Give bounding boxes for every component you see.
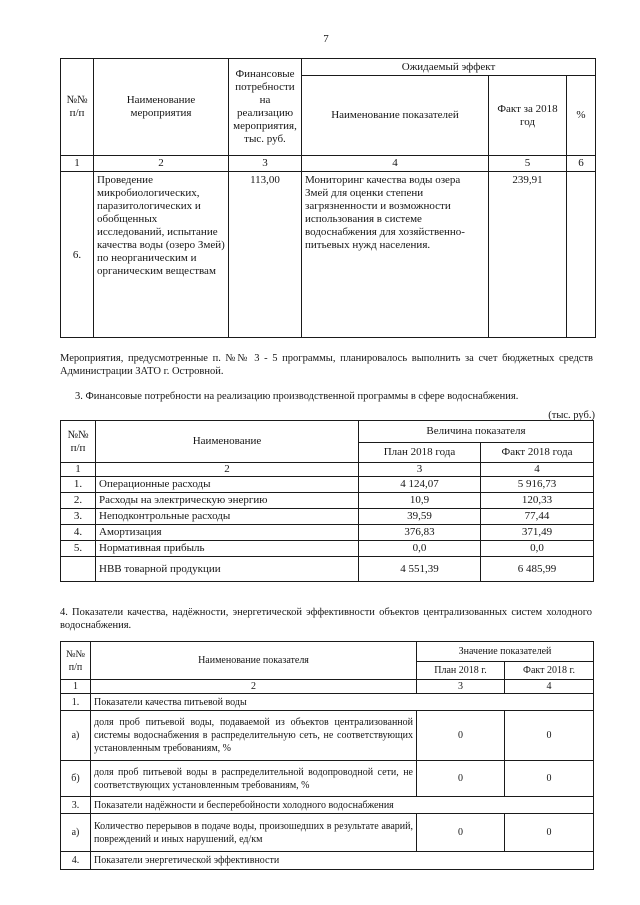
t2-header-value: Величина показателя xyxy=(359,421,594,443)
note-paragraph: Мероприятия, предусмотренные п. №№ 3 - 5 программы, планировалось выполнить за счет бюджетных средств Администрации ЗАТО г. Островной. xyxy=(60,353,593,377)
t1-colnum: 5 xyxy=(489,156,567,172)
t1-row-percent xyxy=(567,172,596,338)
t2-row-num: 5. xyxy=(61,541,96,557)
t2-colnum: 1 xyxy=(61,463,96,477)
finance-table xyxy=(60,420,594,582)
t2-row-plan: 39,59 xyxy=(359,509,481,525)
t2-colnum: 4 xyxy=(481,463,594,477)
t3-row-name: Показатели энергетической эффективности xyxy=(91,852,594,870)
t2-row-plan: 10,9 xyxy=(359,493,481,509)
t3-header-num: №№ п/п xyxy=(61,642,91,680)
table-row xyxy=(61,761,594,797)
t3-row-fact: 0 xyxy=(505,711,594,761)
t3-colnum: 4 xyxy=(505,680,594,694)
t3-row-name: Показатели надёжности и бесперебойности холодного водоснабжения xyxy=(91,797,594,814)
t2-header-plan: План 2018 года xyxy=(359,443,481,463)
t1-header-num: №№ п/п xyxy=(61,59,94,156)
table-row xyxy=(61,711,594,761)
t3-row-name: Количество перерывов в подаче воды, произошедших в результате аварий, повреждений и иных нарушений, ед/км xyxy=(91,814,417,852)
t3-row-plan: 0 xyxy=(417,761,505,797)
t2-colnum: 3 xyxy=(359,463,481,477)
t1-header-finance: Финансовые потребности на реализацию мероприятия, тыс. руб. xyxy=(229,59,302,156)
t3-row-num: а) xyxy=(61,814,91,852)
t2-header-num: №№ п/п xyxy=(61,421,96,463)
t1-colnum: 3 xyxy=(229,156,302,172)
activities-table xyxy=(60,58,596,338)
t3-row-fact: 0 xyxy=(505,814,594,852)
t3-row-name: доля проб питьевой воды в распределительной водопроводной сети, не соответствующих установленным требованиям, % xyxy=(91,761,417,797)
table-row xyxy=(61,509,594,525)
t2-row-fact: 120,33 xyxy=(481,493,594,509)
t1-header-effect: Ожидаемый эффект xyxy=(302,59,596,76)
t2-row-name: Нормативная прибыль xyxy=(96,541,359,557)
t1-row-name: Проведение микробиологических, паразитологических и обобщенных исследований, испытание качества воды (озеро Змей) по неорганическим и органическим веществам xyxy=(94,172,229,338)
t2-colnum: 2 xyxy=(96,463,359,477)
table-row xyxy=(61,852,594,870)
t3-row-num: а) xyxy=(61,711,91,761)
t2-row-name: Расходы на электрическую энергию xyxy=(96,493,359,509)
t3-row-num: 3. xyxy=(61,797,91,814)
t2-row-name: НВВ товарной продукции xyxy=(96,557,359,582)
t3-row-num: 4. xyxy=(61,852,91,870)
t3-row-num: б) xyxy=(61,761,91,797)
page-number: 7 xyxy=(323,33,329,45)
t3-row-fact: 0 xyxy=(505,761,594,797)
t2-row-plan: 4 124,07 xyxy=(359,477,481,493)
t2-header-fact: Факт 2018 года xyxy=(481,443,594,463)
t1-colnum: 6 xyxy=(567,156,596,172)
t2-row-num xyxy=(61,557,96,582)
t2-row-num: 1. xyxy=(61,477,96,493)
table-row xyxy=(61,557,594,582)
section4-heading: 4. Показатели качества, надёжности, энергетической эффективности объектов централизованных систем холодного водоснабжения. xyxy=(60,607,592,631)
t1-row-fact: 239,91 xyxy=(489,172,567,338)
t1-colnum: 4 xyxy=(302,156,489,172)
t3-row-name: доля проб питьевой воды, подаваемой из объектов централизованной системы водоснабжения в распределительную сеть, не соответствующих установленным требованиям, % xyxy=(91,711,417,761)
section3-unit: (тыс. руб.) xyxy=(548,410,595,421)
t3-header-plan: План 2018 г. xyxy=(417,662,505,680)
t2-row-num: 4. xyxy=(61,525,96,541)
table-row xyxy=(61,525,594,541)
indicators-table xyxy=(60,641,594,870)
t2-row-name: Операционные расходы xyxy=(96,477,359,493)
t3-colnum: 3 xyxy=(417,680,505,694)
t3-row-name: Показатели качества питьевой воды xyxy=(91,694,594,711)
t1-row-num: 6. xyxy=(61,172,94,338)
t1-colnum: 2 xyxy=(94,156,229,172)
table-row xyxy=(61,477,594,493)
t3-row-plan: 0 xyxy=(417,814,505,852)
t1-row-finance: 113,00 xyxy=(229,172,302,338)
t3-row-plan: 0 xyxy=(417,711,505,761)
table-row xyxy=(61,797,594,814)
t2-row-fact: 77,44 xyxy=(481,509,594,525)
t1-row-indicator: Мониторинг качества воды озера Змей для оценки степени загрязненности и возможности использования в системе водоснабжения для хозяйственно-питьевых нужд населения. xyxy=(302,172,489,338)
t1-header-indicator: Наименование показателей xyxy=(302,76,489,156)
t1-header-fact: Факт за 2018 год xyxy=(489,76,567,156)
section3-heading: 3. Финансовые потребности на реализацию производственной программы в сфере водоснабжения. xyxy=(75,391,519,402)
t2-row-fact: 5 916,73 xyxy=(481,477,594,493)
table-row xyxy=(61,694,594,711)
table-row xyxy=(61,493,594,509)
t1-header-percent: % xyxy=(567,76,596,156)
t2-row-fact: 371,49 xyxy=(481,525,594,541)
t2-row-name: Неподконтрольные расходы xyxy=(96,509,359,525)
t2-row-plan: 376,83 xyxy=(359,525,481,541)
t1-header-name: Наименование мероприятия xyxy=(94,59,229,156)
t3-colnum: 2 xyxy=(91,680,417,694)
t3-header-name: Наименование показателя xyxy=(91,642,417,680)
table-row xyxy=(61,541,594,557)
t2-row-fact: 0,0 xyxy=(481,541,594,557)
t1-colnum: 1 xyxy=(61,156,94,172)
t2-row-plan: 4 551,39 xyxy=(359,557,481,582)
table-row xyxy=(61,814,594,852)
t3-row-num: 1. xyxy=(61,694,91,711)
t2-row-num: 3. xyxy=(61,509,96,525)
t3-colnum: 1 xyxy=(61,680,91,694)
t2-row-fact: 6 485,99 xyxy=(481,557,594,582)
t2-row-num: 2. xyxy=(61,493,96,509)
t2-header-name: Наименование xyxy=(96,421,359,463)
t2-row-plan: 0,0 xyxy=(359,541,481,557)
t3-header-fact: Факт 2018 г. xyxy=(505,662,594,680)
t2-row-name: Амортизация xyxy=(96,525,359,541)
t3-header-value: Значение показателей xyxy=(417,642,594,662)
